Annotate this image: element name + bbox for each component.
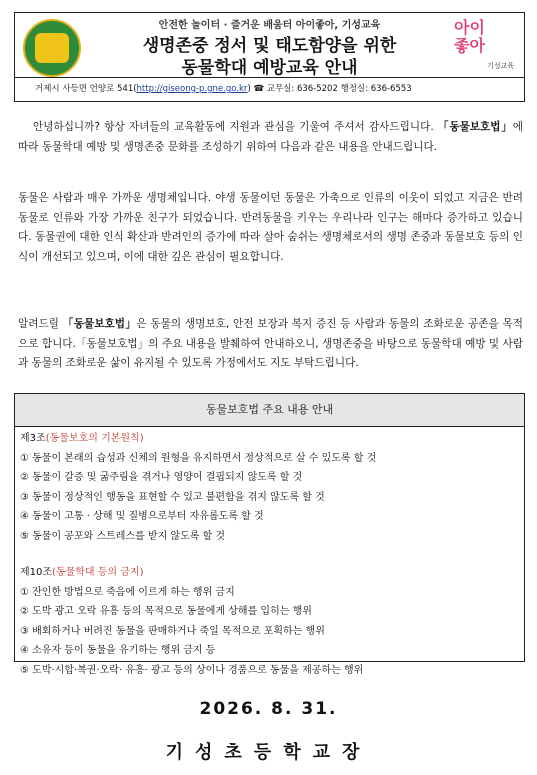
law-name-2: 「동물보호법」 xyxy=(62,318,137,330)
article-3-heading: 제3조(동물보호의 기본원칙) xyxy=(20,433,144,444)
issue-date: 2026. 8. 31. xyxy=(199,699,338,719)
contact-bar xyxy=(15,77,524,101)
law-paragraph xyxy=(18,315,523,374)
greeting-line: 안녕하십니까? 항상 자녀들의 교육활동에 지원과 관심을 기울여 주셔서 감사드립니다. xyxy=(33,121,434,133)
box-title: 동물보호법 주요 내용 안내 xyxy=(15,394,524,427)
logo-right-sub: 기성교육 xyxy=(486,62,514,70)
greeting-paragraph xyxy=(18,118,523,157)
article-10-item: ⑤ 도박·시합·복권·오락· 유흥· 광고 등의 상이나 경품으로 동물을 제공하는 행위 xyxy=(20,664,364,676)
article-10-item: ① 잔인한 방법으로 죽음에 이르게 하는 행위 금지 xyxy=(20,586,235,598)
article-3-item: ④ 동물이 고통 · 상해 및 질병으로부터 자유롭도록 할 것 xyxy=(20,511,264,522)
aijoa-logo xyxy=(450,19,514,75)
logo-right-text: 아이좋아 xyxy=(454,18,485,55)
article-10-item: ④ 소유자 등이 동물을 유기하는 행위 금지 등 xyxy=(20,645,216,656)
slogan: 안전한 놀이터 · 즐거운 배움터 아이좋아, 기성교육 xyxy=(158,20,381,31)
article-3-item: ⑤ 동물이 공포와 스트레스를 받지 않도록 할 것 xyxy=(20,530,226,542)
address-prefix: 거제시 사등면 언양로 541( xyxy=(35,84,137,94)
article-3-item: ② 동물이 갈증 및 굶주림을 겪거나 영양이 결핍되지 않도록 할 것 xyxy=(20,472,303,483)
law-name: 「동물보호법」 xyxy=(437,121,513,133)
title-line-1: 생명존중 정서 및 태도함양을 위한 xyxy=(142,36,397,56)
letterhead xyxy=(14,12,525,102)
law-para-body: 은 동물의 생명보호, 안전 보장과 복지 증진 등 사람과 동물의 조화로운 공존을 목적으로 합니다.「동물보호법」의 주요 내용을 발췌하여 안내하오니, 생명존중을 바탕으로 동물학대 예방 및 사람과 동물의 조화로운 삶이 유지될 수 있도록 가정에서도 지도 부탁드립니다. xyxy=(18,318,524,370)
article-10-heading: 제10조(동물학대 등의 금지) xyxy=(20,567,144,578)
law-summary-box xyxy=(14,393,525,676)
article-10-item: ③ 배회하거나 버려진 동물을 판매하거나 죽일 목적으로 포획하는 행위 xyxy=(20,625,325,637)
law-para-lead: 알려드릴 xyxy=(18,318,63,330)
school-website-link[interactable]: http://giseong-p.gne.go.kr xyxy=(136,84,248,94)
intro-paragraph: 동물은 사람과 매우 가까운 생명체입니다. 야생 동물이던 동물은 가축으로 인류의 이웃이 되었고 지금은 반려동물로 인류와 가장 가까운 친구가 되었습니다. 반려동물을 키우는 우리나라 인구는 해마다 증가하고 있습니다. 동물권에 대한 인식 확산과 반려인의 증가에 따라 살아 숨쉬는 생명체로서의 생명 존중과 동물보호 등의 인식이 개선되고 있으며, 이에 대한 깊은 관심이 필요합니다. xyxy=(18,192,523,263)
article-3-item: ③ 동물이 정상적인 행동을 표현할 수 있고 불편함을 겪지 않도록 할 것 xyxy=(20,491,325,503)
address-suffix: ) ☎ 교무실: 636-5202 행정실: 636-6553 xyxy=(247,84,412,94)
article-3-item: ① 동물이 본래의 습성과 신체의 원형을 유지하면서 정상적으로 살 수 있도록 할 것 xyxy=(20,452,377,464)
school-principal-signature: 기성초등학교장 xyxy=(165,742,372,763)
purpose-text: 에 따라 동물학대 예방 및 생명존중 문화를 조성하기 위하여 다음과 같은 내용을 안내드립니다. xyxy=(18,121,523,153)
title-line-2: 동물학대 예방교육 안내 xyxy=(181,58,358,78)
article-10-item: ② 도박 광고 오락 유흥 등의 목적으로 동물에게 상해를 입히는 행위 xyxy=(20,606,312,617)
